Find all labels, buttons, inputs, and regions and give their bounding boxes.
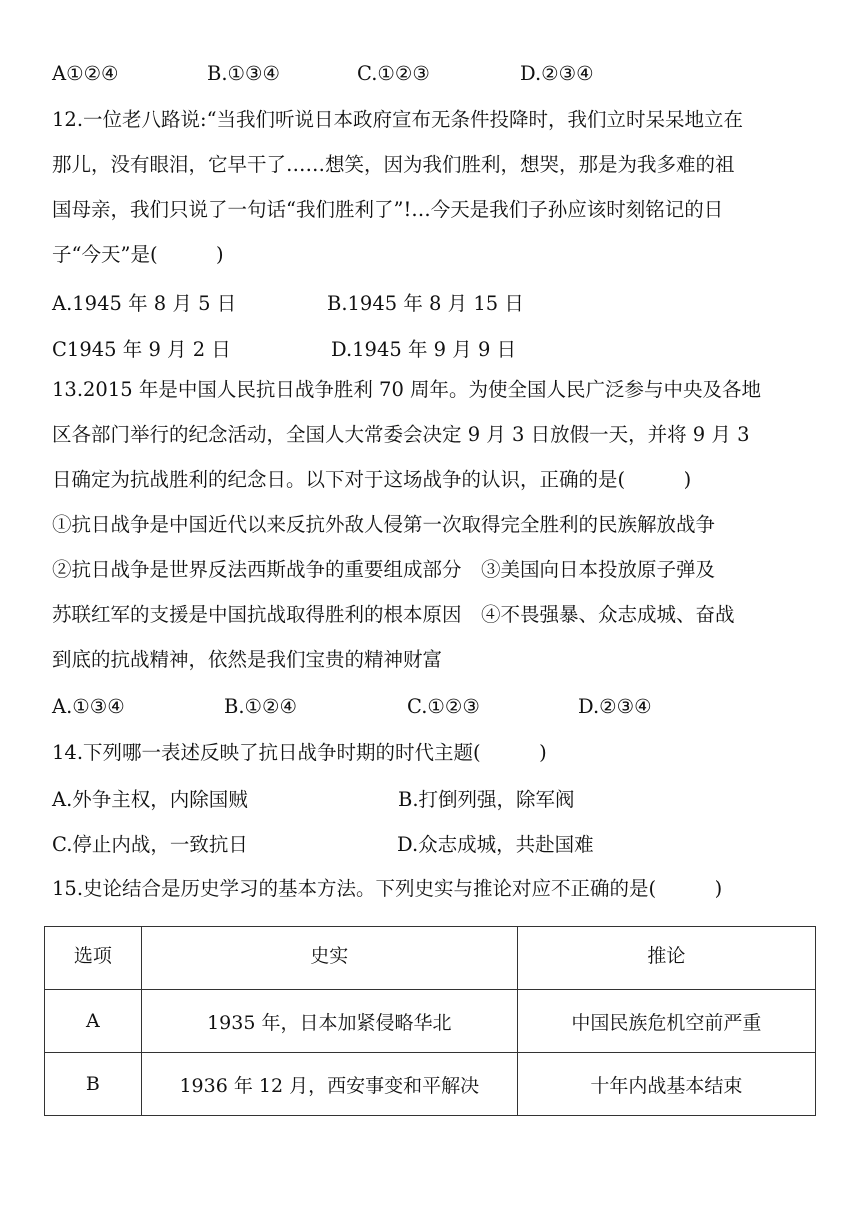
q13-line: 13.2015 年是中国人民抗日战争胜利 70 周年。为使全国人民广泛参与中央及各地: [52, 378, 762, 401]
q12-line: 国母亲，我们只说了一句话“我们胜利了”!…今天是我们子孙应该时刻铭记的日: [52, 198, 724, 221]
q12-line: 那儿，没有眼泪，它早干了……想笑，因为我们胜利，想哭，那是为我多难的祖: [52, 153, 735, 176]
table-cell-option: A: [45, 990, 142, 1053]
q13-option-a: A.①③④: [52, 695, 125, 718]
q13-line: ②抗日战争是世界反法西斯战争的重要组成部分 ③美国向日本投放原子弹及: [52, 558, 716, 581]
q13-line: 日确定为抗战胜利的纪念日。以下对于这场战争的认识，正确的是( ): [52, 468, 692, 491]
table-cell-option: B: [45, 1053, 142, 1116]
q13-line: ①抗日战争是中国近代以来反抗外敌人侵第一次取得完全胜利的民族解放战争: [52, 513, 716, 536]
q11-option-d: D.②③④: [520, 62, 594, 85]
q13-line: 苏联红军的支援是中国抗战取得胜利的根本原因 ④不畏强暴、众志成城、奋战: [52, 603, 735, 626]
q14-option-d: D.众志成城，共赴国难: [397, 833, 594, 856]
q13-option-c: C.①②③: [407, 695, 480, 718]
table-cell-fact: 1936 年 12 月，西安事变和平解决: [141, 1053, 517, 1116]
q12-line: 子“今天”是( ): [52, 243, 224, 266]
table-row: [45, 1053, 816, 1116]
table-header-inference: 推论: [517, 927, 815, 990]
history-table: [44, 926, 816, 1116]
table-header-row: [45, 927, 816, 990]
table-cell-fact: 1935 年，日本加紧侵略华北: [141, 990, 517, 1053]
q14-option-a: A.外争主权，内除国贼: [52, 788, 248, 811]
q12-option-b: B.1945 年 8 月 15 日: [327, 292, 524, 315]
question-14-stem: 14.下列哪一表述反映了抗日战争时期的时代主题( ): [52, 741, 547, 764]
q12-option-a: A.1945 年 8 月 5 日: [52, 292, 237, 315]
q13-line: 区各部门举行的纪念活动，全国人大常委会决定 9 月 3 日放假一天，并将 9 月 3: [52, 423, 750, 446]
q12-line: 12.一位老八路说:“当我们听说日本政府宣布无条件投降时，我们立时呆呆地立在: [52, 108, 744, 131]
q13-option-d: D.②③④: [578, 695, 652, 718]
table-header-option: 选项: [45, 927, 142, 990]
table-cell-inference: 十年内战基本结束: [517, 1053, 815, 1116]
q14-option-b: B.打倒列强，除军阀: [398, 788, 575, 811]
q12-option-c: C1945 年 9 月 2 日: [52, 338, 231, 361]
q11-option-c: C.①②③: [357, 62, 430, 85]
q14-option-c: C.停止内战，一致抗日: [52, 833, 248, 856]
q13-option-b: B.①②④: [224, 695, 297, 718]
q13-line: 到底的抗战精神，依然是我们宝贵的精神财富: [52, 648, 443, 671]
table-row: [45, 990, 816, 1053]
table-header-fact: 史实: [141, 927, 517, 990]
q12-option-d: D.1945 年 9 月 9 日: [331, 338, 517, 361]
table-cell-inference: 中国民族危机空前严重: [517, 990, 815, 1053]
question-12-stem: [52, 97, 812, 277]
q11-option-a: A①②④: [52, 62, 119, 85]
question-15-stem: 15.史论结合是历史学习的基本方法。下列史实与推论对应不正确的是( ): [52, 877, 723, 900]
question-13-stem: [52, 367, 812, 682]
q11-option-b: B.①③④: [207, 62, 280, 85]
